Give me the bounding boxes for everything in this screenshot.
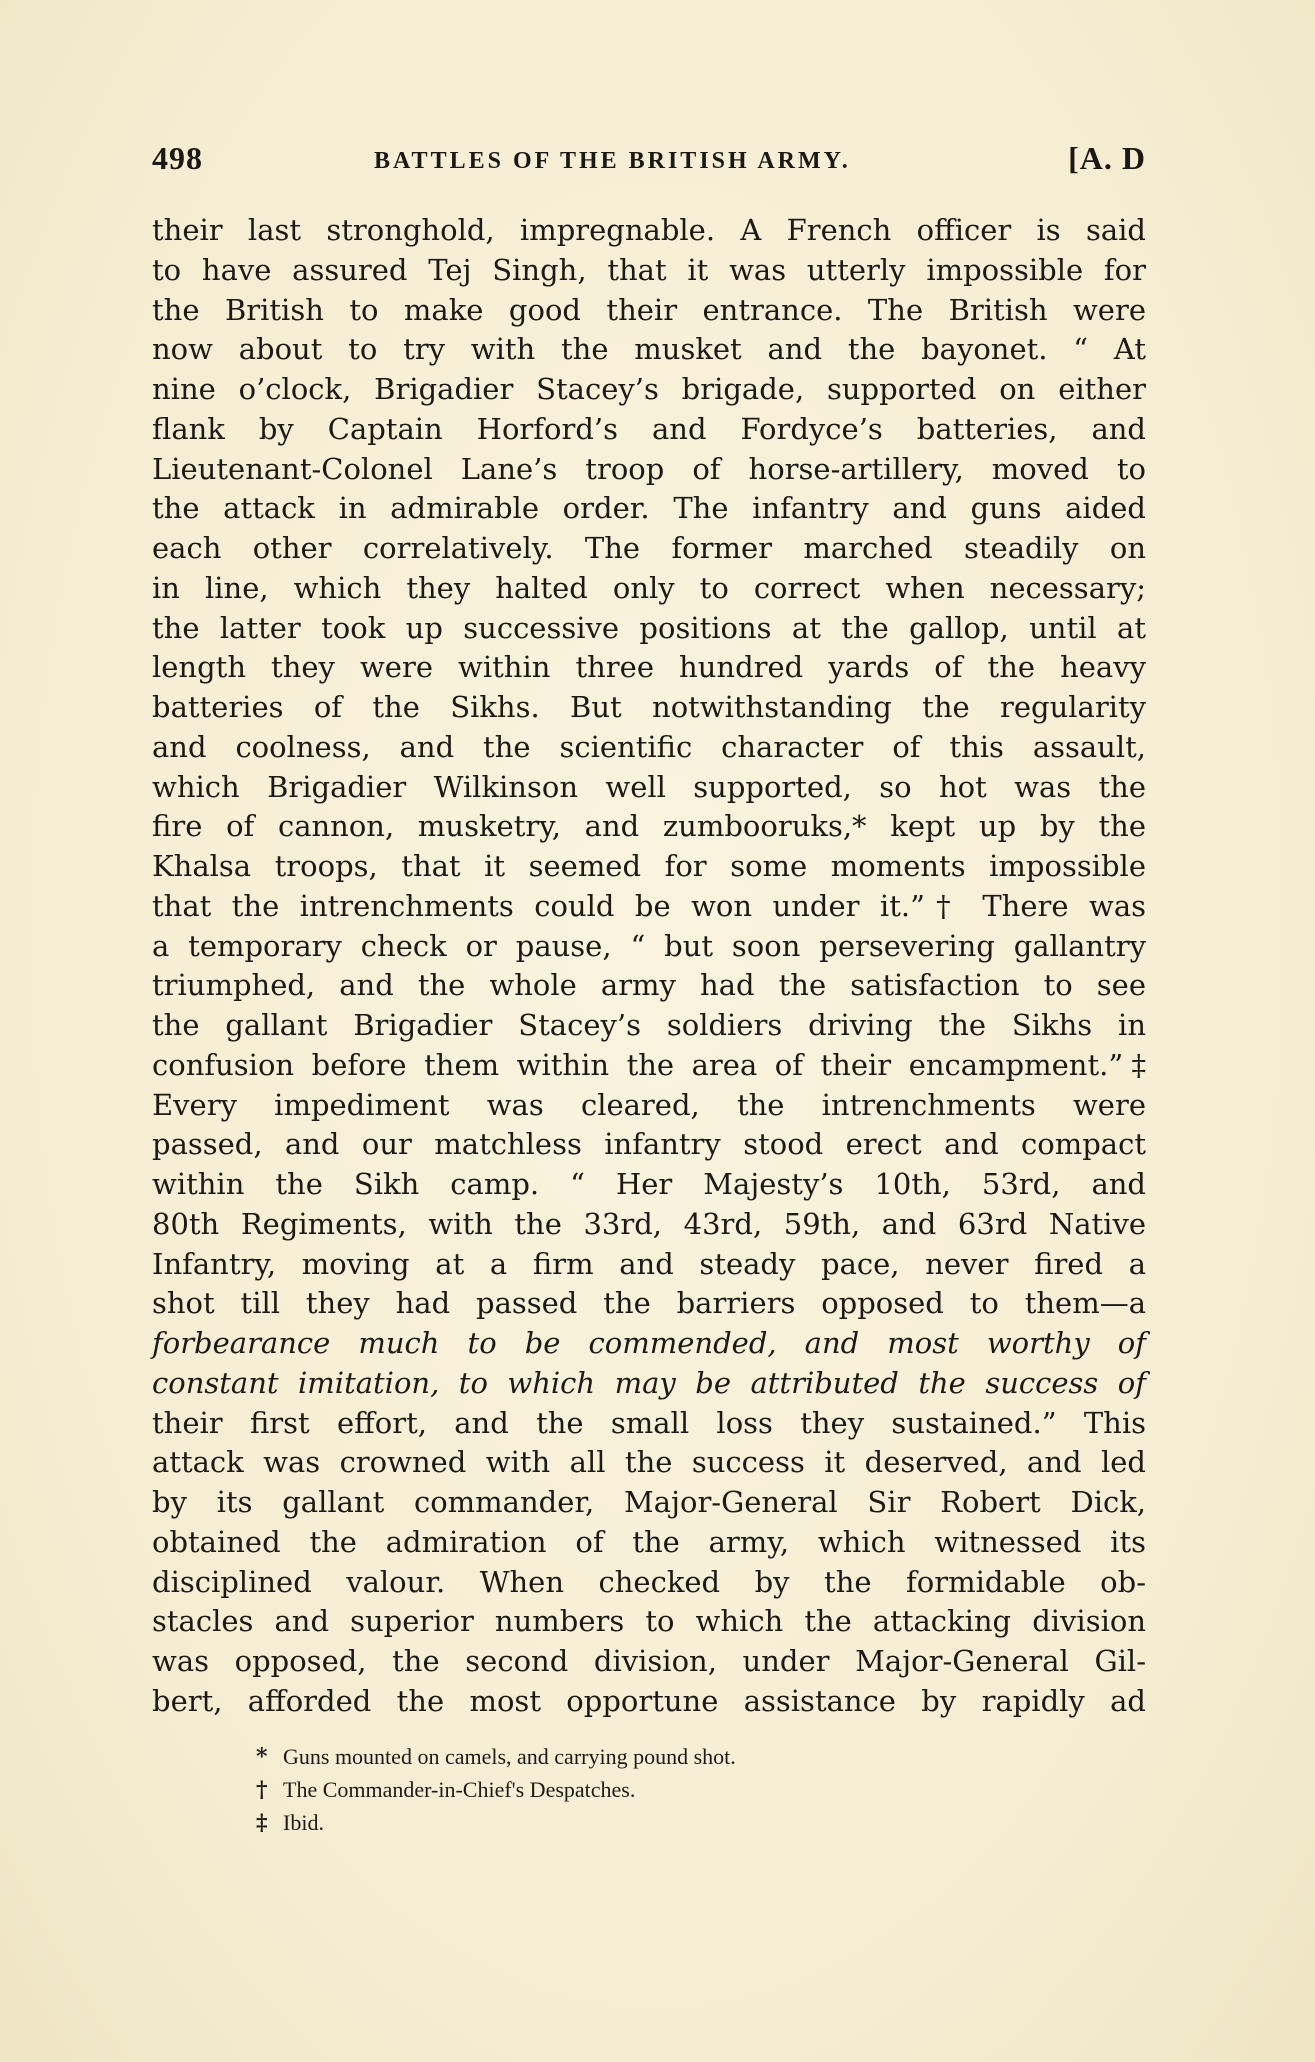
footnote-mark: †	[256, 1777, 268, 1803]
text-line: disciplined valour. When checked by the formidable ob-	[152, 1564, 1146, 1599]
footnote-mark: *	[256, 1744, 268, 1770]
footnote-text: Guns mounted on camels, and carrying pound shot.	[283, 1744, 736, 1769]
text-line: which Brigadier Wilkinson well supported, so hot was the	[152, 769, 1146, 804]
running-head	[152, 140, 1146, 184]
text-line: Lieutenant-Colonel Lane’s troop of horse-artillery, moved to	[152, 451, 1146, 486]
text-line-italic: constant imitation, to which may be attributed the success of	[152, 1365, 1146, 1400]
text-line: 80th Regiments, with the 33rd, 43rd, 59th, and 63rd Native	[152, 1206, 1146, 1241]
text-line: the British to make good their entrance. The British were	[152, 292, 1146, 327]
footnotes	[256, 1740, 1116, 1839]
text-line: within the Sikh camp. “ Her Majesty’s 10th, 53rd, and	[152, 1167, 1146, 1201]
running-title: BATTLES OF THE BRITISH ARMY.	[374, 148, 851, 174]
text-line: attack was crowned with all the success it deserved, and led	[152, 1445, 1146, 1480]
running-date: [A. D	[1068, 140, 1146, 176]
text-line: a temporary check or pause, “ but soon persevering gallantry	[152, 928, 1146, 963]
text-line: Every impediment was cleared, the intrenchments were	[152, 1087, 1146, 1122]
footnote-mark: ‡	[256, 1810, 268, 1836]
text-line: their last stronghold, impregnable. A French officer is said	[152, 213, 1146, 247]
footnote-text: Ibid.	[283, 1810, 324, 1835]
text-line: length they were within three hundred yards of the heavy	[152, 650, 1146, 685]
text-line: nine o’clock, Brigadier Stacey’s brigade, supported on either	[152, 372, 1146, 406]
text-line: obtained the admiration of the army, which witnessed its	[152, 1524, 1146, 1559]
text-line: Khalsa troops, that it seemed for some moments impossible	[152, 849, 1146, 883]
footnote-text: The Commander-in-Chief's Despatches.	[283, 1777, 636, 1802]
text-line: each other correlatively. The former marched steadily on	[152, 531, 1146, 565]
body-text	[152, 211, 1146, 1722]
text-line: was opposed, the second division, under Major-General Gil-	[152, 1644, 1146, 1678]
text-line: the latter took up successive positions at the gallop, until at	[152, 610, 1146, 645]
text-line: and coolness, and the scientific character of this assault,	[152, 729, 1146, 764]
text-line: by its gallant commander, Major-General Sir Robert Dick,	[152, 1485, 1146, 1519]
text-line: in line, which they halted only to correct when necessary;	[152, 570, 1146, 605]
text-line: triumphed, and the whole army had the satisfaction to see	[152, 968, 1146, 1003]
text-line: their first effort, and the small loss they sustained.” This	[152, 1405, 1146, 1440]
text-line: bert, afforded the most opportune assistance by rapidly ad	[152, 1683, 1146, 1718]
text-line-italic: forbearance much to be commended, and most worthy of	[152, 1326, 1146, 1360]
page-number: 498	[152, 140, 203, 176]
text-line: passed, and our matchless infantry stood erect and compact	[152, 1127, 1146, 1162]
text-line: now about to try with the musket and the bayonet. “ At	[152, 332, 1146, 367]
text-line: that the intrenchments could be won under it.”† There was	[152, 888, 1146, 923]
footnote	[256, 1773, 1116, 1806]
text-line: to have assured Tej Singh, that it was utterly impossible for	[152, 252, 1146, 287]
text-line: confusion before them within the area of their encampment.”‡	[152, 1047, 1146, 1082]
text-line: the attack in admirable order. The infantry and guns aided	[152, 491, 1146, 526]
text-line: flank by Captain Horford’s and Fordyce’s batteries, and	[152, 411, 1146, 446]
text-line: the gallant Brigadier Stacey’s soldiers driving the Sikhs in	[152, 1008, 1146, 1042]
text-line: stacles and superior numbers to which the attacking division	[152, 1604, 1146, 1639]
footnote	[256, 1806, 1116, 1839]
footnote	[256, 1740, 1116, 1773]
text-line: shot till they had passed the barriers opposed to them—a	[152, 1286, 1146, 1321]
text-line: Infantry, moving at a firm and steady pace, never fired a	[152, 1246, 1146, 1281]
text-line: fire of cannon, musketry, and zumbooruks,* kept up by the	[152, 809, 1146, 844]
text-line: batteries of the Sikhs. But notwithstanding the regularity	[152, 690, 1146, 724]
